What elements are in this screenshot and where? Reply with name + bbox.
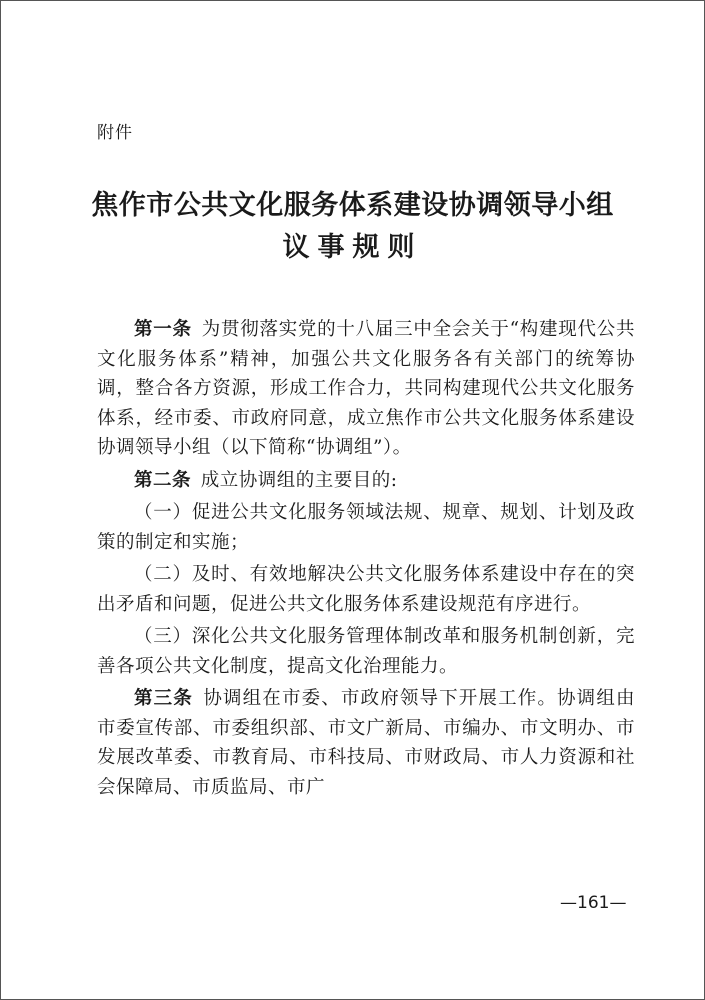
document-title-line-2: 议事规则 <box>282 232 423 263</box>
page-number: —161— <box>560 893 627 913</box>
paragraph-text: 成立协调组的主要目的: <box>200 469 398 491</box>
document-body <box>97 315 635 802</box>
paragraph-text: 协调组在市委、市政府领导下开展工作。协调组由市委宣传部、市委组织部、市文广新局、市编办、市文明办、市发展改革委、市教育局、市科技局、市财政局、市人力资源和社会保障局、市质监局、市广 <box>97 688 635 798</box>
paragraph-text: （一）促进公共文化服务领域法规、规章、规划、计划及政策的制定和实施； <box>97 502 635 553</box>
document-title-line-1: 焦作市公共文化服务体系建设协调领导小组 <box>91 190 614 221</box>
article-heading: 第二条 <box>134 469 192 491</box>
paragraph-text: （三）深化公共文化服务管理体制改革和服务机制创新，完善各项公共文化制度，提高文化治理能力。 <box>97 626 635 677</box>
list-item-1-paragraph <box>97 498 635 557</box>
list-item-2-paragraph <box>97 560 635 619</box>
article-2-paragraph <box>97 466 635 496</box>
article-1-paragraph <box>97 315 635 463</box>
article-heading: 第三条 <box>134 688 193 709</box>
paragraph-text: 为贯彻落实党的十八届三中全会关于“构建现代公共文化服务体系”精神，加强公共文化服务各有关部门的统筹协调，整合各方资源，形成工作合力，共同构建现代公共文化服务体系，经市委、市政府同意，成立焦作市公共文化服务体系建设协调领导小组（以下简称“协调组”）。 <box>97 319 635 458</box>
article-heading: 第一条 <box>134 319 192 340</box>
attachment-label: 附件 <box>97 123 133 143</box>
article-3-paragraph <box>97 684 635 802</box>
paragraph-text: （二）及时、有效地解决公共文化服务体系建设中存在的突出矛盾和问题，促进公共文化服务体系建设规范有序进行。 <box>97 564 635 615</box>
list-item-3-paragraph <box>97 622 635 681</box>
